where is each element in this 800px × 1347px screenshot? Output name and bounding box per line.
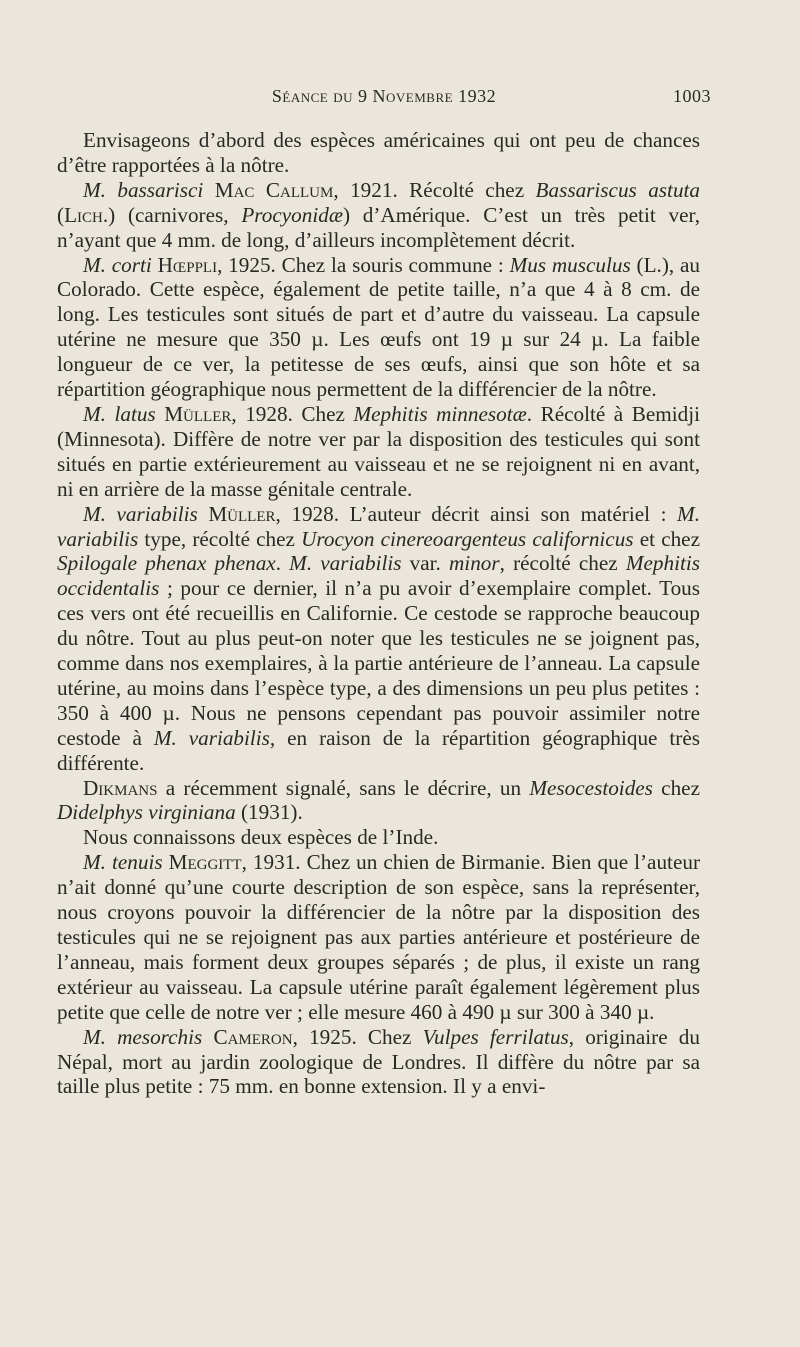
paragraph [57, 178, 700, 253]
paragraph [57, 1025, 700, 1100]
text-run: et chez [633, 526, 700, 551]
italic-text: M. corti [83, 252, 152, 277]
italic-text: Didelphys virginiana [57, 800, 236, 825]
small-caps-text: Müller [208, 501, 276, 526]
text-run: a récemment signalé, sans le décrire, un [157, 775, 530, 800]
paragraph [57, 776, 700, 826]
text-run: (1931). [235, 800, 303, 825]
small-caps-text: Meggitt [168, 850, 242, 875]
text-run: , 1921. Récolté chez [333, 177, 536, 202]
text-run: . [275, 551, 290, 576]
text-run: ( [57, 202, 65, 227]
text-run: Nous connaissons deux espèces de l’Inde. [83, 825, 439, 850]
italic-text: M. variabilis [289, 551, 402, 576]
small-caps-text: Lich. [64, 202, 109, 227]
italic-text: Mephitis minnesotæ [353, 401, 527, 426]
text-run [202, 1025, 213, 1049]
small-caps-text: Cameron [213, 1024, 293, 1049]
text-run: , 1925. Chez [292, 1024, 423, 1049]
text-run: , originaire du Népal, mort au jardin zoologique de Londres. Il diffère du nôtre par sa taille plus petite : 75 mm. en bonne extension. Il y a envi- [57, 1024, 700, 1099]
italic-text: Procyonidæ [241, 202, 343, 227]
italic-text: minor [449, 551, 500, 576]
text-run: . Récolté à Bemidji (Minnesota). Diffère de notre ver par la disposition des testicules qui sont situés en partie extérieurement au vaisseau et ne se rejoignent ni en avant, ni en arrière de la masse génitale centrale. [57, 401, 700, 501]
italic-text: M. tenuis [83, 850, 163, 875]
paragraph [57, 502, 700, 776]
text-run: , 1928. L’auteur décrit ainsi son matériel : [275, 501, 678, 526]
text-run [198, 502, 209, 526]
paragraph [57, 850, 700, 1024]
text-run: var. [401, 551, 449, 576]
italic-text: M. variabilis [83, 501, 198, 526]
text-run [156, 402, 165, 426]
text-run: ) d’Amérique. C’est un très petit ver, n’ayant que 4 mm. de long, d’ailleurs incomplètement décrit. [57, 202, 700, 252]
text-run: ; pour ce dernier, il n’a pu avoir d’exemplaire complet. Tous ces vers ont été recueillis en Californie. Ce cestode se rapproche beaucoup du nôtre. Tout au plus peut-on noter que les testicules ne se joignent pas, comme dans nos exemplaires, à la partie antérieure de l’anneau. La capsule utérine, au moins dans l’espèce type, a des dimensions un peu plus petites : 350 à 400 µ. Nous ne pensons cependant pas pouvoir assimiler notre cestode à [57, 576, 700, 750]
small-caps-text: Mac Callum [214, 177, 334, 202]
paragraph [57, 402, 700, 502]
small-caps-text: Müller [164, 401, 232, 426]
text-run: , 1928. Chez [231, 401, 354, 426]
text-run: Envisageons d’abord des espèces américaines qui ont peu de chances d’être rapportées à la nôtre. [57, 128, 700, 177]
italic-text: Urocyon cinereoargenteus californicus [301, 526, 634, 551]
text-run: chez [652, 775, 700, 800]
paragraph [57, 128, 700, 178]
body-text [57, 128, 700, 1099]
italic-text: Mesocestoides [529, 775, 653, 800]
text-run: , récolté chez [499, 551, 626, 576]
text-run [203, 178, 214, 202]
page-number: 1003 [673, 86, 711, 106]
small-caps-text: Dikmans [83, 775, 158, 800]
italic-text: Mus musculus [509, 252, 631, 277]
text-run: type, récolté chez [138, 526, 302, 551]
italic-text: M. mesorchis [83, 1024, 203, 1049]
italic-text: M. latus [83, 401, 156, 426]
italic-text: M. variabilis [57, 501, 700, 551]
italic-text: Vulpes ferrilatus [422, 1024, 569, 1049]
italic-text: Spilogale phenax phenax [57, 551, 276, 576]
text-run: , 1925. Chez la souris commune : [217, 252, 510, 277]
text-run: ) (carnivores, [108, 202, 242, 227]
italic-text: Mephitis occidentalis [57, 551, 700, 601]
paragraph [57, 253, 700, 402]
text-run: , en raison de la répartition géographique très différente. [57, 725, 700, 775]
running-title: Séance du 9 Novembre 1932 [271, 86, 497, 106]
small-caps-text: Hœppli [157, 252, 218, 277]
paragraph [57, 825, 700, 850]
italic-text: M. variabilis [153, 725, 270, 750]
text-run: (L.), au Colorado. Cette espèce, également de petite taille, n’a que 4 à 8 cm. de long. Les testicules sont situés de part et d’autre du vaisseau. La capsule utérine ne mesure que 350 µ. Les œufs ont 19 µ sur 24 µ. La faible longueur de ce ver, la petitesse de ses œufs, ainsi que son hôte et sa répartition géographique nous permettent de la différencier de la nôtre. [57, 252, 701, 402]
italic-text: Bassariscus astuta [535, 177, 701, 202]
italic-text: M. bassarisci [83, 177, 204, 202]
text-run: , 1931. Chez un chien de Birmanie. Bien que l’auteur n’ait donné qu’une courte description de son espèce, sans la représenter, nous croyons pouvoir la différencier de la nôtre par la disposition des testicules qui ne se rejoignent pas aux parties antérieure et postérieure de l’anneau, mais forment deux groupes séparés ; de plus, il existe un rang extérieur au vaisseau. La capsule utérine paraît également légèrement plus petite que celle de notre ver ; elle mesure 460 à 490 µ sur 300 à 340 µ. [57, 850, 700, 1024]
page-header [57, 86, 711, 114]
